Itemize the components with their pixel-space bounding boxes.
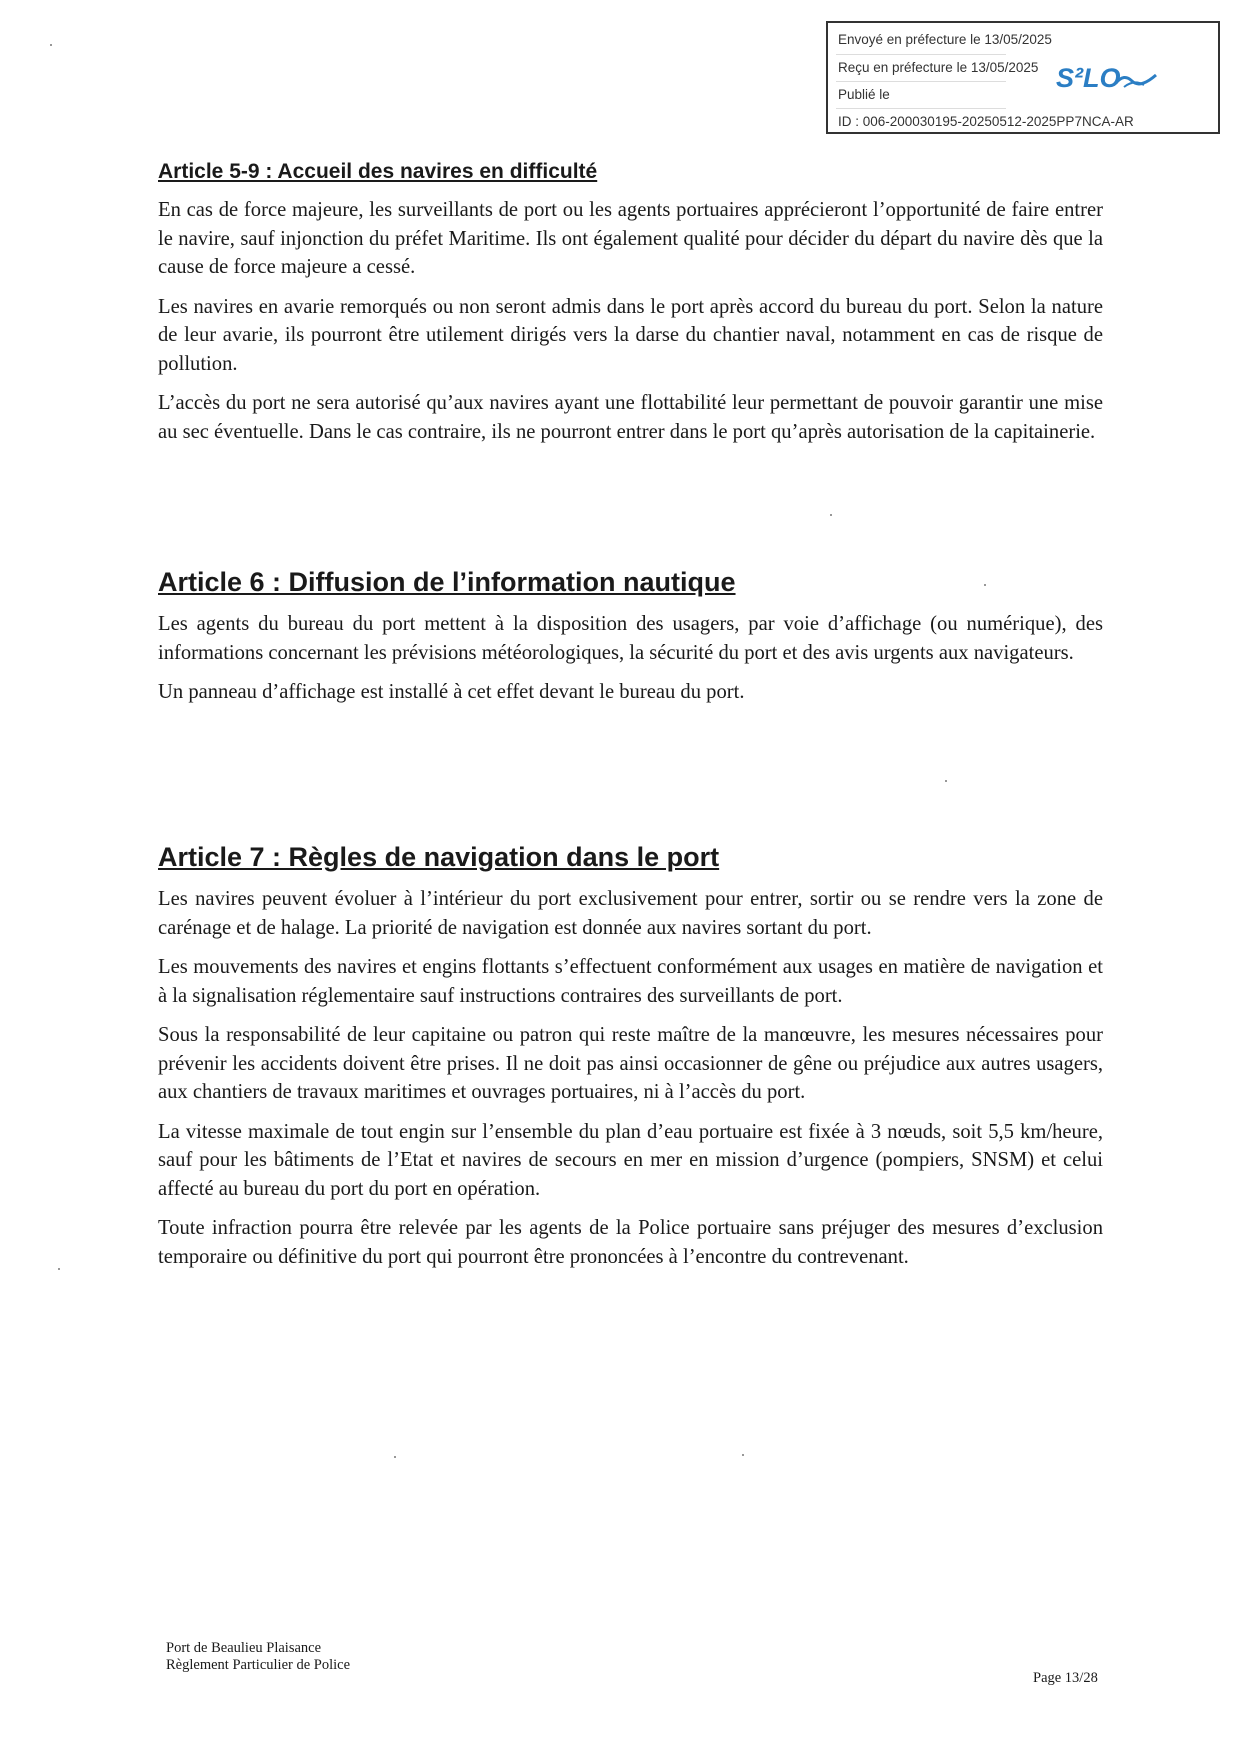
s2lo-logo	[1056, 63, 1156, 99]
article-5-9-paragraph: Les navires en avarie remorqués ou non seront admis dans le port après accord du bureau du port. Selon la nature de leur avarie, ils pourront être utilement dirigés vers la darse du chantier naval, notamment en cas de risque de pollution.	[158, 295, 1103, 375]
article-6-paragraph: Les agents du bureau du port mettent à la disposition des usagers, par voie d’affichage (ou numérique), des informations concernant les prévisions météorologiques, la sécurité du port et des avis urgents aux navigateurs.	[158, 613, 1103, 664]
article-5-9-paragraph: En cas de force majeure, les surveillants de port ou les agents portuaires apprécieront l’opportunité de faire entrer le navire, sauf injonction du préfet Maritime. Ils ont également qualité pour décider du départ du navire dès que la cause de force majeure a cessé.	[158, 199, 1103, 278]
stamp-divider	[836, 54, 1006, 55]
stamp-divider	[836, 108, 1006, 109]
article-6-paragraph: Un panneau d’affichage est installé à cet effet devant le bureau du port.	[158, 681, 745, 703]
article-6-heading: Article 6 : Diffusion de l’information nautique	[158, 567, 736, 597]
footer-line-2: Règlement Particulier de Police	[166, 1657, 351, 1673]
scan-speck	[742, 1454, 744, 1456]
page-number: Page 13/28	[1033, 1670, 1098, 1686]
scan-speck	[830, 514, 832, 516]
article-7-paragraph: Les mouvements des navires et engins flottants s’effectuent conformément aux usages en matière de navigation et à la signalisation réglementaire sauf instructions contraires des surveillants de port.	[158, 956, 1103, 1007]
article-6-section	[158, 567, 1103, 718]
prefecture-stamp	[826, 21, 1220, 134]
footer-line-1: Port de Beaulieu Plaisance	[166, 1640, 322, 1656]
footer-document-title	[166, 1640, 350, 1674]
article-7-paragraph: La vitesse maximale de tout engin sur l’ensemble du plan d’eau portuaire est fixée à 3 nœuds, soit 5,5 km/heure, sauf pour les bâtiments de l’Etat et navires de secours en mer en mission d’urgence (pompiers, SNSM) et celui affecté au bureau du port du port en opération.	[158, 1120, 1103, 1200]
swoosh-icon	[1114, 71, 1158, 91]
scan-speck	[394, 1456, 396, 1458]
stamp-sent-date: Envoyé en préfecture le 13/05/2025	[838, 32, 1052, 47]
stamp-received-date: Reçu en préfecture le 13/05/2025	[838, 60, 1039, 75]
article-7-section	[158, 842, 1103, 1282]
s2lo-logo-text: S²LO	[1056, 63, 1121, 93]
article-5-9-paragraph: L’accès du port ne sera autorisé qu’aux navires ayant une flottabilité leur permettant de pouvoir garantir une mise au sec éventuelle. Dans le cas contraire, ils ne pourront entrer dans le port qu’après autorisation de la capitainerie.	[158, 392, 1103, 443]
scan-speck	[984, 584, 986, 586]
article-7-paragraph: Sous la responsabilité de leur capitaine ou patron qui reste maître de la manœuvre, les mesures nécessaires pour prévenir les accidents doivent être prises. Il ne doit pas ainsi occasionner de gêne ou préjudice aux autres usagers, aux chantiers de travaux maritimes et ouvrages portuaires, ni à l’accès du port.	[158, 1024, 1103, 1103]
article-7-heading: Article 7 : Règles de navigation dans le port	[158, 842, 720, 872]
article-5-9-heading: Article 5-9 : Accueil des navires en difficulté	[158, 160, 598, 183]
article-7-paragraph: Toute infraction pourra être relevée par les agents de la Police portuaire sans préjuger des mesures d’exclusion temporaire ou définitive du port qui pourront être prononcées à l’encontre du contrevenant.	[158, 1217, 1103, 1268]
scan-speck	[945, 780, 947, 782]
scan-speck	[58, 1268, 60, 1270]
stamp-id: ID : 006-200030195-20250512-2025PP7NCA-AR	[838, 114, 1134, 129]
article-7-paragraph: Les navires peuvent évoluer à l’intérieur du port exclusivement pour entrer, sortir ou se rendre vers la zone de carénage et de halage. La priorité de navigation est donnée aux navires sortant du port.	[158, 888, 1103, 939]
stamp-published: Publié le	[838, 87, 890, 102]
stamp-divider	[836, 81, 1006, 82]
article-5-9-section	[158, 160, 1103, 457]
scan-speck	[50, 44, 52, 46]
